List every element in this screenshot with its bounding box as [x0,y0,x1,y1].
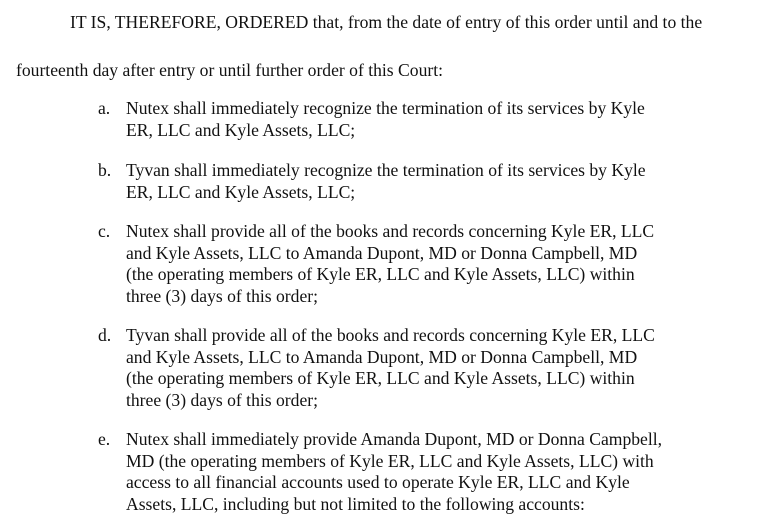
item-line: ER, LLC and Kyle Assets, LLC; [126,119,356,140]
item-letter: c. [98,221,111,241]
item-line: ER, LLC and Kyle Assets, LLC; [126,181,356,202]
order-intro-line-2: fourteenth day after entry or until further order of this Court: [16,60,444,80]
item-line: Tyvan shall provide all of the books and records concerning Kyle ER, LLC [126,325,655,345]
item-line: three (3) days of this order; [126,389,319,410]
item-line: (the operating members of Kyle ER, LLC and Kyle Assets, LLC) within [126,264,635,284]
order-intro-line-1: IT IS, THEREFORE, ORDERED that, from the date of entry of this order until and to the [70,12,703,32]
item-line: Nutex shall immediately recognize the termination of its services by Kyle [126,98,645,118]
item-text [126,160,686,203]
item-line: access to all financial accounts used to operate Kyle ER, LLC and Kyle [126,472,630,492]
item-letter: a. [98,98,111,118]
item-text [126,325,686,411]
item-line: Nutex shall immediately provide Amanda Dupont, MD or Donna Campbell, [126,429,663,449]
item-line: (the operating members of Kyle ER, LLC and Kyle Assets, LLC) within [126,368,635,388]
item-text [126,221,686,307]
item-line: and Kyle Assets, LLC to Amanda Dupont, MD or Donna Campbell, MD [126,346,638,367]
item-line: Nutex shall provide all of the books and records concerning Kyle ER, LLC [126,221,655,241]
item-letter: b. [98,160,112,180]
item-line: three (3) days of this order; [126,285,319,306]
item-line: and Kyle Assets, LLC to Amanda Dupont, MD or Donna Campbell, MD [126,242,638,263]
item-letter: d. [98,325,112,345]
item-letter: e. [98,429,111,449]
item-line: Assets, LLC, including but not limited to the following accounts: [126,493,585,514]
item-line: Tyvan shall immediately recognize the termination of its services by Kyle [126,160,646,180]
item-line: MD (the operating members of Kyle ER, LLC and Kyle Assets, LLC) with [126,450,654,471]
item-text [126,98,686,141]
item-text [126,429,686,515]
